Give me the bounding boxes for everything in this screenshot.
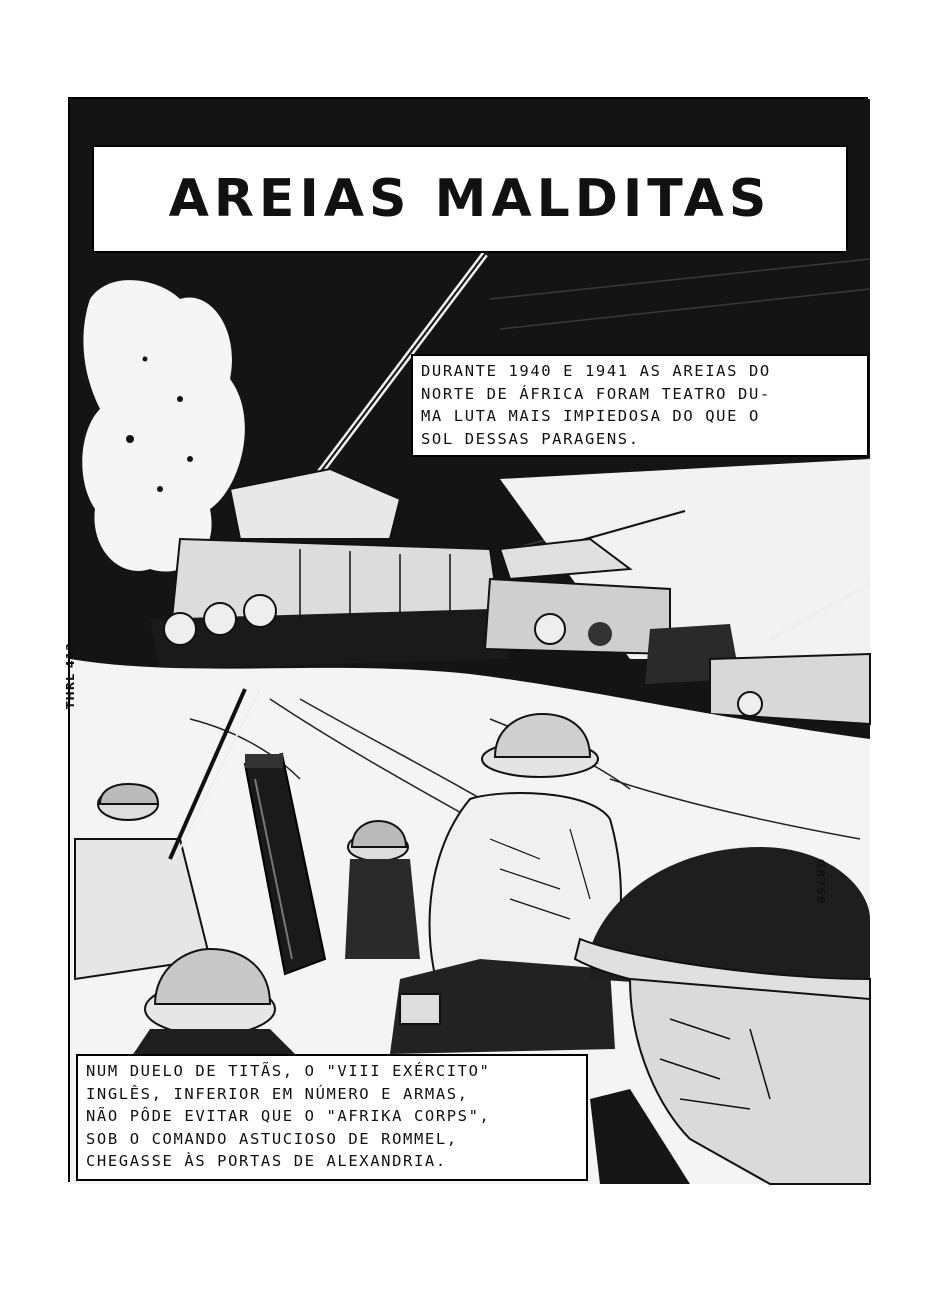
caption-top-line: SOL DESSAS PARAGENS.: [421, 429, 640, 448]
caption-bottom-line: CHEGASSE ÀS PORTAS DE ALEXANDRIA.: [86, 1152, 447, 1170]
caption-bottom-line: SOB O COMANDO ASTUCIOSO DE ROMMEL,: [86, 1129, 458, 1148]
comic-panel: [64, 97, 868, 1182]
caption-bottom-line: NUM DUELO DE TITÃS, O "VIII EXÉRCITO": [86, 1062, 491, 1080]
caption-bottom-line: NÃO PÔDE EVITAR QUE O "AFRIKA CORPS",: [86, 1107, 491, 1125]
caption-top-line: DURANTE 1940 E 1941 AS AREIAS DO: [421, 362, 771, 380]
page-title: AREIAS MALDITAS: [168, 169, 772, 229]
caption-bottom: [76, 1054, 588, 1181]
title-box: [92, 145, 848, 253]
artist-signature-left: THRL 412: [64, 642, 77, 709]
artist-signature-right: GR758: [814, 859, 827, 905]
caption-top: [411, 354, 869, 457]
caption-bottom-line: INGLÊS, INFERIOR EM NÚMERO E ARMAS,: [86, 1084, 469, 1103]
caption-top-line: NORTE DE ÁFRICA FORAM TEATRO DU-: [421, 384, 771, 403]
caption-top-line: MA LUTA MAIS IMPIEDOSA DO QUE O: [421, 407, 760, 425]
battle-illustration: [70, 99, 870, 1184]
